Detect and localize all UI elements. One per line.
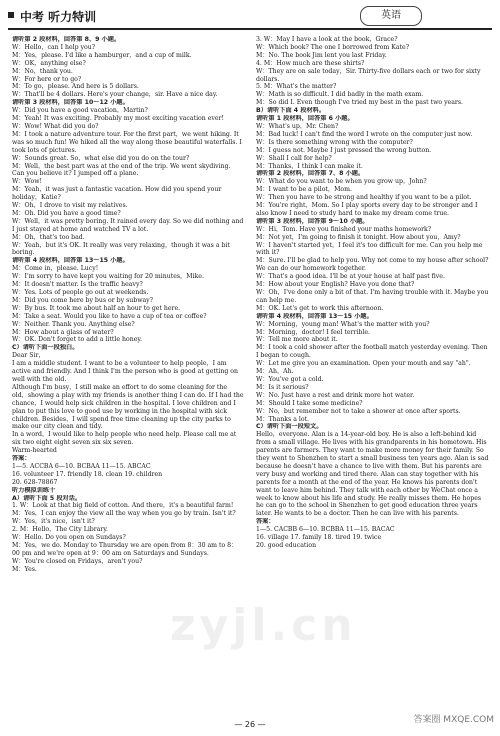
- left-text-line: 1. W：Look at that big field of cotton. And there，it's a beautiful farm!: [12, 502, 234, 510]
- right-text-line: W：Which book? The one I borrowed from Kate?: [256, 43, 410, 51]
- right-text-line: 请听第 2 段材料，回答第 7、8 小题。: [256, 170, 365, 178]
- left-text-line: W：I'm sorry to have kept you waiting for 20 minutes，Mike.: [12, 273, 204, 281]
- left-text-line: M：Yes，we do. Monday to Thursday we are open from 8：30 am to 8：00 pm and we're open at 9：00 am on Saturdays and Sundays.: [12, 542, 238, 557]
- right-text-line: M：No. The book Jim lent you last Friday.: [256, 51, 387, 59]
- left-text-line: W：Wow! What did you do?: [12, 122, 99, 130]
- right-text-line: W：No. Just have a rest and drink more hot water.: [256, 391, 415, 399]
- right-text-line: M：I guess not. Maybe I just pressed the wrong button.: [256, 146, 432, 154]
- right-text-line: 1—5. CACBB 6—10. BCBBA 11—15. BACAC: [256, 526, 395, 534]
- left-text-line: M：To go，please. And here is 5 dollars.: [12, 83, 139, 91]
- left-text-line: M：Yes，please. I'd like a hamburger，and a cup of milk.: [12, 51, 192, 59]
- right-text-line: W：Let me give you an examination. Open your mouth and say "ah".: [256, 360, 471, 368]
- left-text-line: M：Take a seat. Would you like to have a cup of tea or coffee?: [12, 312, 207, 320]
- left-text-line: M：It doesn't matter. Is the traffic heavy?: [12, 281, 143, 289]
- watermark-mid: zyjl.cn: [170, 600, 357, 651]
- right-text-line: M：So did I. Even though I've tried my best in the past two years.: [256, 99, 464, 107]
- right-text-line: M：Bad luck! I can't find the word I wrote on the computer just now.: [256, 130, 473, 138]
- right-text-line: M：Not yet，I'm going to finish it tonight. How about you，Amy?: [256, 233, 461, 241]
- page-number: — 26 —: [234, 720, 266, 729]
- right-text-line: W：Math is so difficult. I did badly in the math exam.: [256, 91, 424, 99]
- right-text-line: W：That's a good idea. I'll be at your house at half past five.: [256, 273, 445, 281]
- left-text-line: M：Yes，I can enjoy the view all the way when you go by train. Isn't it?: [12, 510, 236, 518]
- left-text-line: M：Well，the best part was at the end of the trip. We went skydiving. Can you believe it? I jumped off a plane.: [12, 162, 231, 178]
- left-text-line: W：Yes，it's nice，isn't it?: [12, 518, 95, 526]
- right-text-line: M：I took a cold shower after the football match yesterday evening. Then I began to cough.: [256, 344, 488, 360]
- left-text-line: M：Oh. Did you have a good time?: [12, 209, 121, 217]
- left-text-line: W：Hello，can I help you?: [12, 43, 96, 51]
- left-text-line: 请听第 4 段材料，回答第 13～15 小题。: [12, 257, 129, 265]
- left-text-line: 1—5. ACCBA 6—10. BCBAA 11—15. ABCAC: [12, 462, 151, 470]
- left-text-line: W：Wow!: [12, 178, 42, 186]
- right-text-line: W：What's up，Mr. Chen?: [256, 122, 339, 130]
- left-text-line: M：No，thank you.: [12, 67, 73, 75]
- right-text-line: 20. good education: [256, 542, 317, 549]
- right-text-line: 请听第 4 段材料，回答第 13～15 小题。: [256, 312, 373, 320]
- left-text-line: 答案：: [12, 455, 31, 463]
- left-text-line: W：OK，anything else?: [12, 59, 86, 67]
- right-text-line: W：Shall I call for help?: [256, 154, 332, 162]
- right-text-line: M：Thanks a lot.: [256, 415, 310, 423]
- left-text-line: 2. M：Hello，The City Library.: [12, 526, 109, 534]
- left-text-line: W：OK. Don't forget to add a little honey.: [12, 336, 142, 344]
- left-text-line: A）请听下面 5 段对话。: [12, 494, 82, 502]
- left-text-line: W：Well，it was pretty boring. It rained every day. So we did nothing and I just stayed at home and watched TV a lot.: [12, 217, 244, 233]
- left-text-line: W：Hello. Do you open on Sundays?: [12, 534, 126, 542]
- right-text-line: W：What do you want to be when you grow up，John?: [256, 178, 427, 186]
- right-text-line: 答案：: [256, 518, 275, 526]
- left-text-line: In a word，I would like to help people who need help. Please call me at six two eight eight seven six six seven.: [12, 431, 237, 447]
- left-text-line: 20. 628-78867: [12, 478, 58, 486]
- right-text-line: C）请听下面一段短文。: [256, 423, 323, 431]
- left-text-line: 请听第 2 段材料，回答第 8、9 小题。: [12, 36, 121, 43]
- left-text-line: W：Did you have a good vacation，Martin?: [12, 107, 148, 115]
- left-text-line: W：Yeah，but it's OK. It really was very relaxing，though it was a bit boring.: [12, 241, 230, 257]
- left-text-line: W：By bus. It took me about half an hour to get here.: [12, 304, 181, 312]
- right-text-line: M：Is it serious?: [256, 383, 309, 391]
- right-text-line: W：Oh，I've done only a bit of that. I'm having trouble with it. Maybe you can help me.: [256, 289, 489, 304]
- right-column: [256, 36, 490, 550]
- right-text-line: M：Morning，doctor! I feel terrible.: [256, 328, 370, 336]
- left-text-line: M：Oh，that's too bad.: [12, 233, 85, 241]
- left-text-line: M：I took a nature adventure tour. For the first part，we went hiking. It was so much fun! We hiked all the way along those beautiful waterfalls. I took lots of pictures.: [12, 130, 242, 154]
- header-bullet-icon: [8, 12, 14, 18]
- right-text-line: 请听第 3 段材料，回答第 9～10 小题。: [256, 217, 369, 225]
- left-text-line: W：Oh，I drove to visit my relatives.: [12, 202, 128, 210]
- left-text-line: Although I'm busy，I still make an effort to do some cleaning for the old，showing a play with my friends is another thing I can do. If I had the chance，I would help sick children in the hospital. I love children and I plan to put this love to good use by working in the hospital with sick children. Besides，I will spend free time cleaning up the city parks to make our city clean and tidy.: [12, 383, 244, 431]
- right-text-line: W：Is there something wrong with the computer?: [256, 138, 413, 146]
- right-text-line: M：How about your English? Have you done that?: [256, 281, 415, 289]
- left-column: [12, 36, 244, 574]
- right-text-line: W：I haven't started yet，I feel it's too difficult for me. Can you help me with it?: [256, 241, 483, 257]
- left-text-line: M：Did you come here by bus or by subway?: [12, 296, 153, 304]
- right-text-line: M：Thanks，I think I can make it.: [256, 162, 363, 170]
- left-text-line: 听力模拟训练十: [12, 486, 56, 494]
- right-text-line: 请听第 1 段材料，回答第 6 小题。: [256, 115, 354, 123]
- right-text-line: M：I want to be a pilot，Mom.: [256, 186, 352, 194]
- right-text-line: W：Hi，Tom. Have you finished your maths homework?: [256, 225, 432, 233]
- right-text-line: M：Sure. I'll be glad to help you. Why not come to my house after school? We can do our homework together.: [256, 257, 489, 273]
- right-text-line: M：Ah，Ah.: [256, 368, 294, 376]
- right-text-line: 5. M：What's the matter?: [256, 83, 337, 91]
- left-text-line: Dear Sir，: [12, 352, 45, 360]
- left-text-line: M：Come in，please. Lucy!: [12, 265, 99, 273]
- left-text-line: M：Yeah! It was exciting. Probably my most exciting vacation ever!: [12, 115, 224, 123]
- right-text-line: W：You've got a cold.: [256, 375, 324, 383]
- right-text-line: W：They are on sale today，Sir. Thirty-five dollars each or two for sixty dollars.: [256, 67, 481, 83]
- watermark-corner: 答案圈 MXQE.COM: [413, 715, 494, 725]
- left-text-line: Warm-hearted: [12, 447, 57, 455]
- right-text-line: 16. village 17. family 18. tired 19. twice: [256, 534, 382, 542]
- right-text-line: W：Tell me more about it.: [256, 336, 338, 344]
- left-text-line: W：For here or to go?: [12, 75, 82, 83]
- right-text-line: 3. W：May I have a look at the book，Grace?: [256, 36, 398, 43]
- right-text-line: M：You're right，Mom. So I play sports every day to be stronger and I also know I need to study hard to make my dream come true.: [256, 202, 478, 217]
- left-text-line: C）请听下面一段独白。: [12, 344, 79, 352]
- right-text-line: Hello，everyone. Alan is a 14-year-old boy. He is also a left-behind kid from a small village. He lives with his grandparents in his hometown. His parents are farmers. They want to make more money for their family. So they went to Shenzhen to start a small business ten years ago. Alan is sad because he doesn't have a chance to live with them. But his parents are very busy and working and tired there. Alan can stay together with his parents for a month at the end of the year. He knows his parents don't want to leave him behind. They talk with each other by WeChat once a week to know about his life and study. He really misses them. He hopes he can go to the school in Shenzhen to get good education three years later. He wants to be a doctor. Then he can live with his parents.: [256, 431, 489, 518]
- left-text-line: I am a middle student. I want to be a volunteer to help people，I am active and friendly. And I think I'm the person who is good at getting on well with the old.: [12, 360, 238, 383]
- left-text-line: M：How about a glass of water?: [12, 328, 114, 336]
- right-text-line: 4. M：How much are these shirts?: [256, 59, 365, 67]
- right-text-line: M：OK. Let's get to work this afternoon.: [256, 304, 384, 312]
- left-text-line: 请听第 3 段材料，回答第 10～12 小题。: [12, 99, 129, 107]
- left-text-line: W：Neither. Thank you. Anything else?: [12, 320, 135, 328]
- left-text-line: M：Yeah，it was just a fantastic vacation. How did you spend your holiday，Katie?: [12, 186, 222, 202]
- right-text-line: W：Then you have to be strong and healthy if you want to be a pilot.: [256, 194, 472, 202]
- left-text-line: W：That'll be 4 dollars. Here's your change，sir. Have a nice day.: [12, 91, 218, 99]
- left-text-line: W：Sounds great. So，what else did you do on the tour?: [12, 154, 190, 162]
- left-text-line: W：Yes. Lots of people go out at weekends.: [12, 289, 149, 296]
- right-text-line: W：No，but remember not to take a shower at once after sports.: [256, 407, 461, 415]
- left-text-line: M：Yes.: [12, 565, 37, 573]
- page-header: [8, 6, 492, 30]
- left-text-line: W：You're closed on Fridays，aren't you?: [12, 557, 143, 565]
- right-text-line: W：Morning，young man! What's the matter with you?: [256, 320, 430, 328]
- header-logo: 英语: [360, 6, 422, 26]
- right-text-line: B）请听下面 4 段材料。: [256, 107, 326, 115]
- right-text-line: M：Should I take some medicine?: [256, 399, 363, 407]
- header-title: 中考 听力特训: [20, 10, 97, 24]
- left-text-line: 16. volunteer 17. friendly 18. clean 19. children: [12, 470, 163, 478]
